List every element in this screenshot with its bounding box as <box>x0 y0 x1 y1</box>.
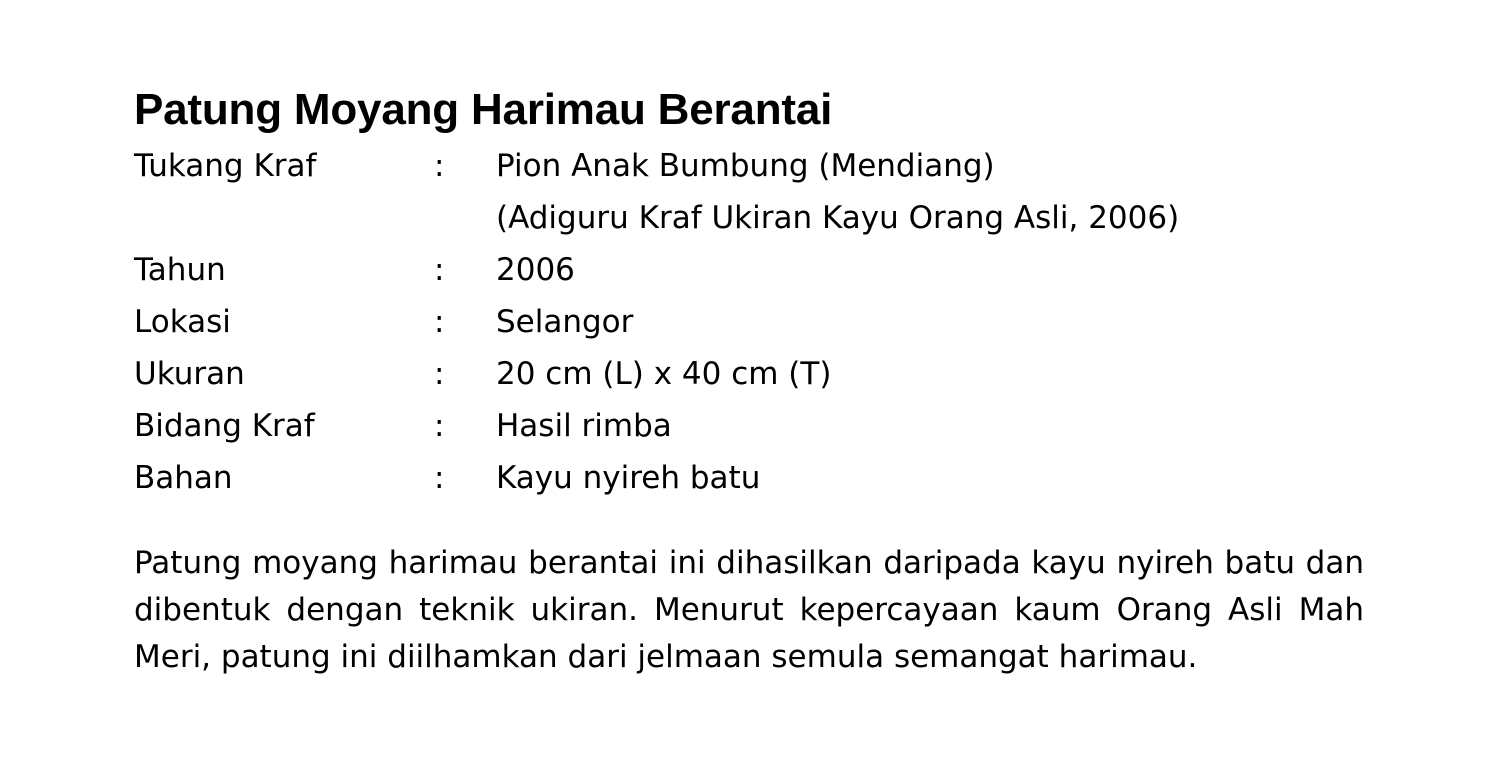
field-separator: : <box>434 252 445 288</box>
field-separator: : <box>434 304 445 340</box>
field-value-line2: (Adiguru Kraf Ukiran Kayu Orang Asli, 2006) <box>496 200 1180 236</box>
document-page <box>134 84 1364 712</box>
field-separator: : <box>434 148 445 184</box>
field-row-bahan <box>134 452 1364 504</box>
field-label: Bahan <box>134 460 233 496</box>
field-value: 20 cm (L) x 40 cm (T) <box>496 356 832 392</box>
description-paragraph: Patung moyang harimau berantai ini dihasilkan daripada kayu nyireh batu dan dibentuk dengan teknik ukiran. Menurut kepercayaan kaum Orang Asli Mah Meri, patung ini diilhamkan dari jelmaan semula semangat harimau. <box>134 545 1364 675</box>
field-value: Pion Anak Bumbung (Mendiang) <box>496 148 995 184</box>
field-separator: : <box>434 356 445 392</box>
document-title: Patung Moyang Harimau Berantai <box>134 85 833 134</box>
field-row-bidang-kraf <box>134 400 1364 452</box>
field-row-lokasi <box>134 296 1364 348</box>
field-label: Tahun <box>134 252 226 288</box>
field-label: Bidang Kraf <box>134 408 315 444</box>
field-row-ukuran <box>134 348 1364 400</box>
field-value: Kayu nyireh batu <box>496 460 761 496</box>
field-value: Hasil rimba <box>496 408 672 444</box>
field-label: Lokasi <box>134 304 231 340</box>
field-separator: : <box>434 460 445 496</box>
field-label: Ukuran <box>134 356 245 392</box>
field-value: 2006 <box>496 252 575 288</box>
field-value: Selangor <box>496 304 634 340</box>
field-row-tahun <box>134 244 1364 296</box>
field-row-tukang-kraf <box>134 140 1364 192</box>
field-row-tukang-kraf-continued <box>134 192 1364 244</box>
field-label: Tukang Kraf <box>134 148 317 184</box>
field-separator: : <box>434 408 445 444</box>
details-list <box>134 140 1364 504</box>
